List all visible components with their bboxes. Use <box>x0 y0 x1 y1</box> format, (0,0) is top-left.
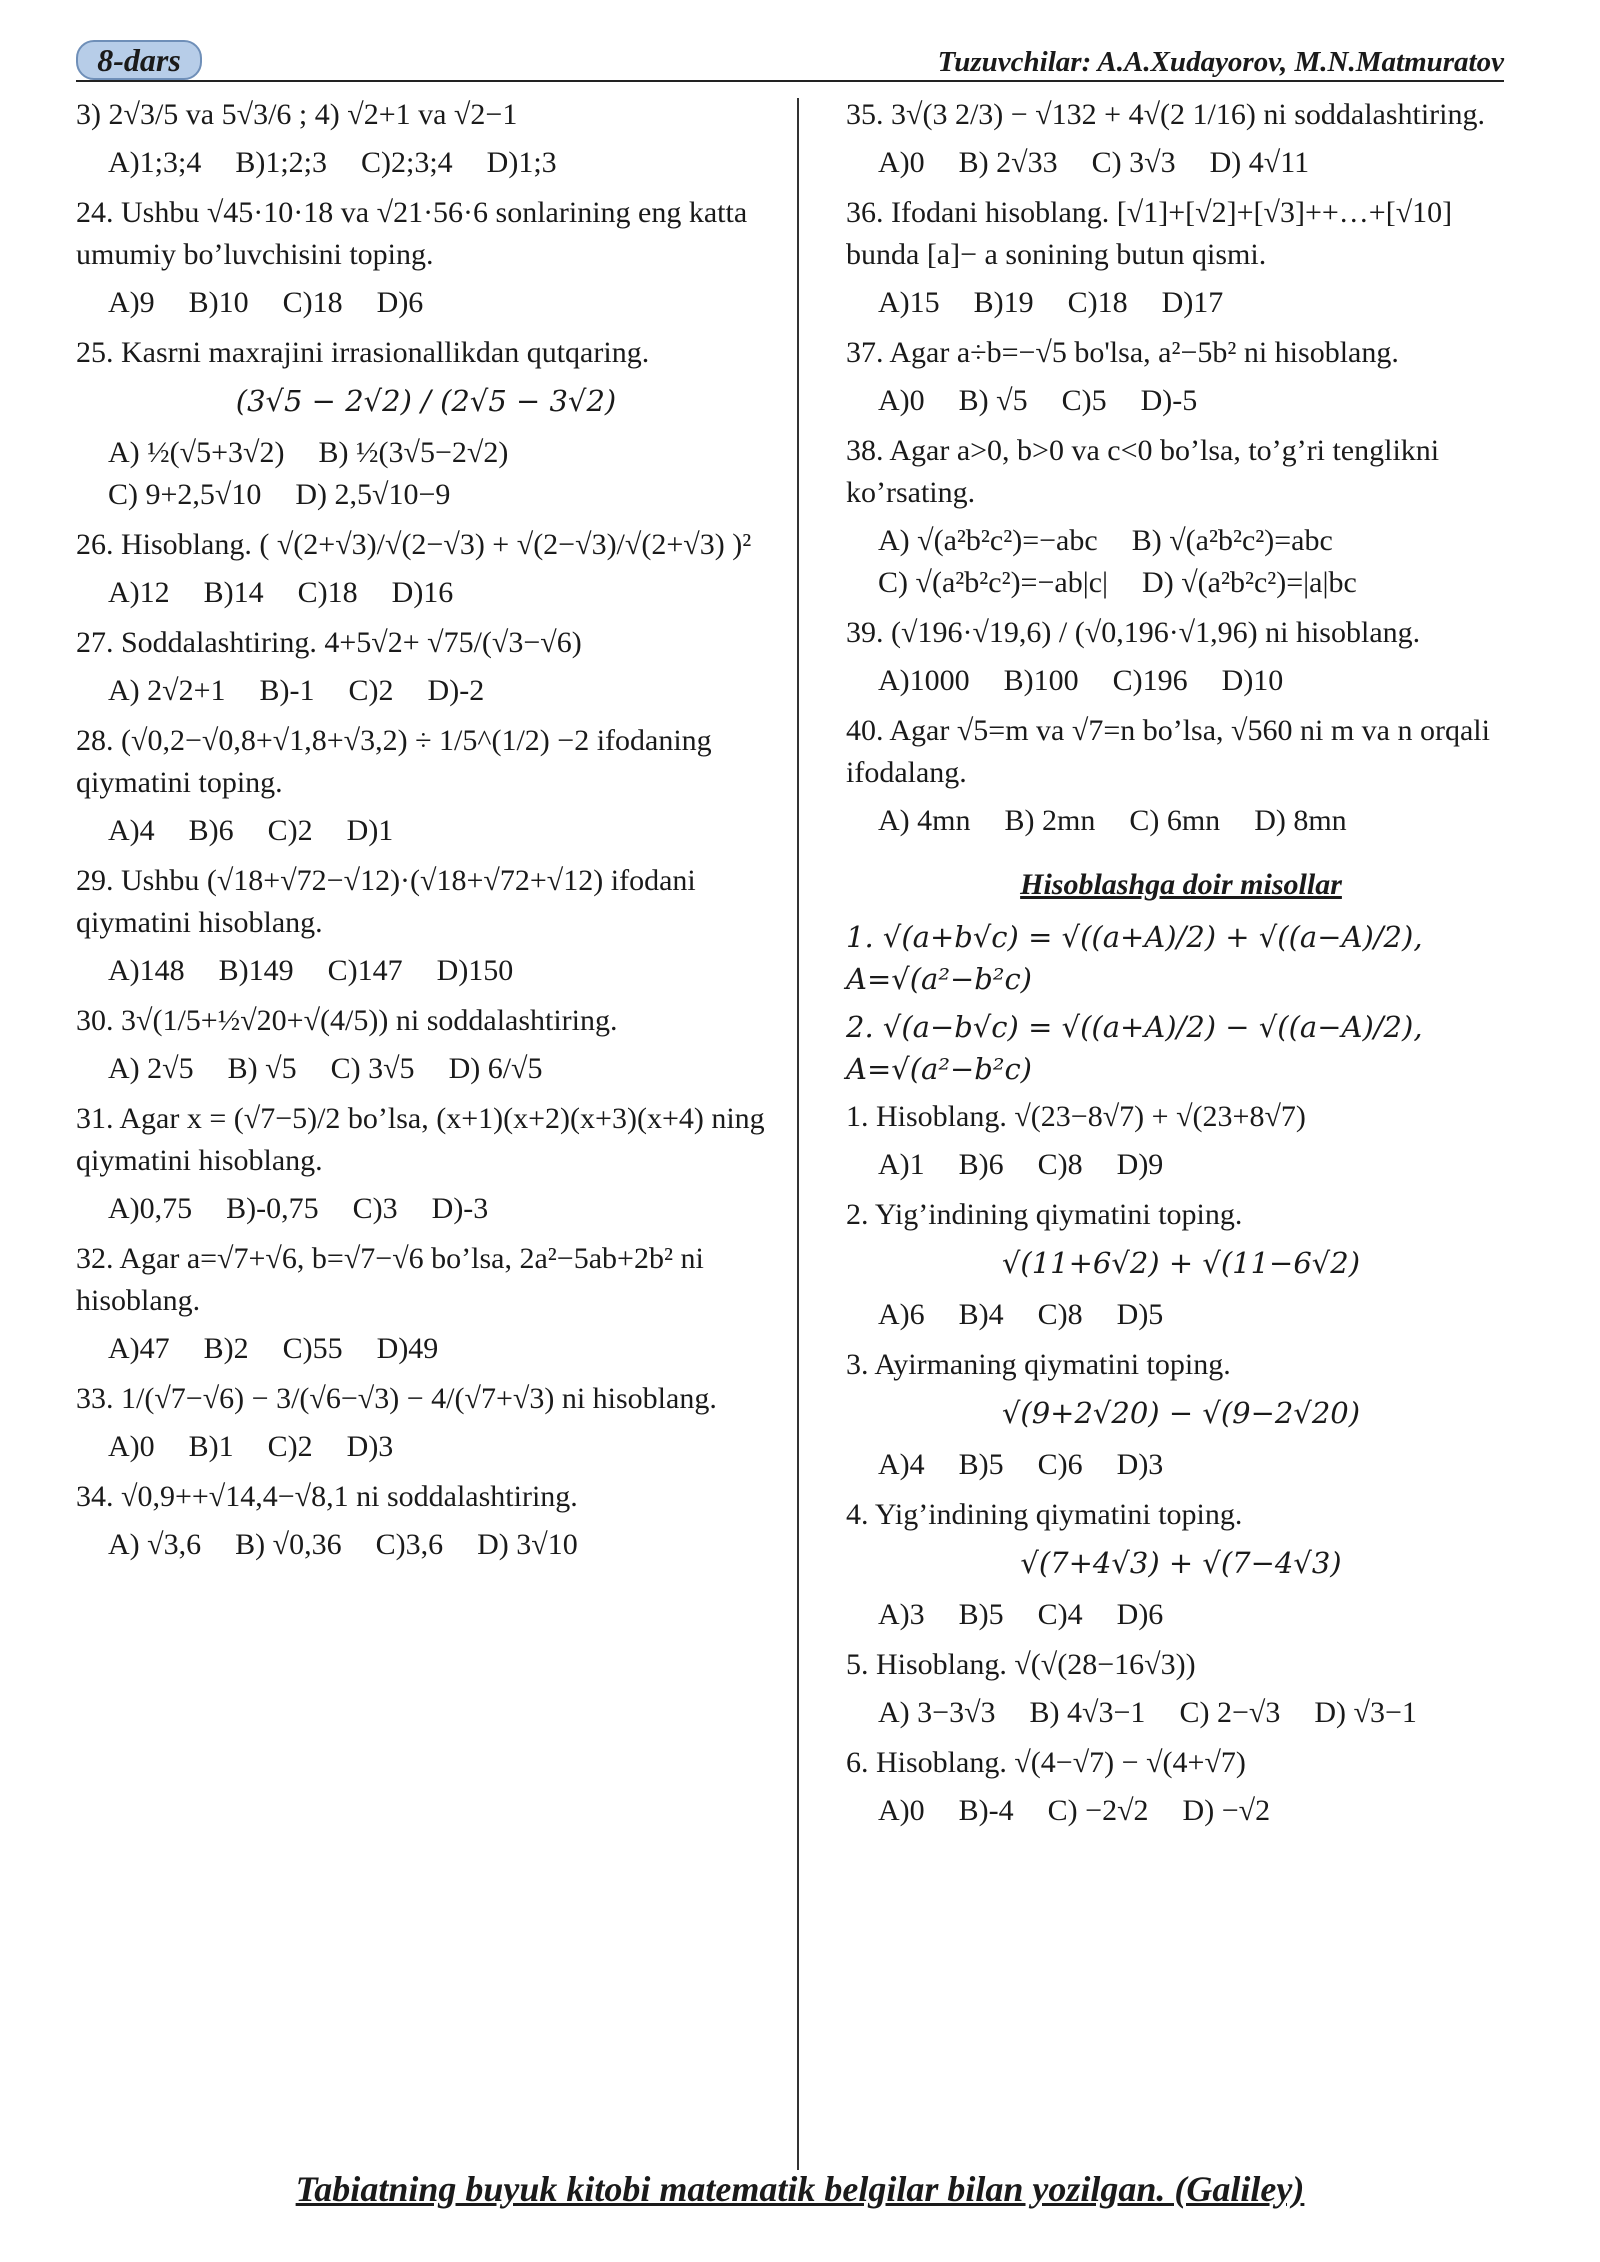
lesson-badge: 8-dars <box>76 40 202 80</box>
option: A) √3,6 <box>108 1528 202 1561</box>
option: B) 4√3−1 <box>1029 1696 1146 1729</box>
option: C) 9+2,5√10 <box>108 478 262 511</box>
option: B) √5 <box>958 384 1028 417</box>
answer-options <box>108 950 776 992</box>
option: A)4 <box>878 1448 925 1481</box>
question-text: 38. Agar a>0, b>0 va c<0 bo’lsa, to’g’ri tenglikni ko’rsating. <box>846 434 1440 509</box>
authors-line: Tuzuvchilar: A.A.Xudayorov, M.N.Matmuratov <box>937 46 1504 78</box>
answer-options <box>878 1144 1516 1186</box>
option: B)6 <box>188 814 234 847</box>
option: A) √(a²b²c²)=−abc <box>878 524 1098 557</box>
formula: 2. √(a−b√c) = √((a+A)/2) − √((a−A)/2), A=√(a²−b²c) <box>846 1010 1423 1086</box>
question-text: 40. Agar √5=m va √7=n bo’lsa, √560 ni m va n orqali ifodalang. <box>846 714 1490 789</box>
footer-quote: Tabiatning buyuk kitobi matematik belgilar bilan yozilgan. (Galiley) <box>295 2169 1305 2209</box>
option: B) 2mn <box>1004 804 1096 837</box>
answer-options <box>108 670 776 712</box>
right-column <box>846 94 1516 1840</box>
option: D)17 <box>1161 286 1224 319</box>
option: B) ½(3√5−2√2) <box>318 436 509 469</box>
option: A)0 <box>878 146 925 179</box>
option: B)5 <box>958 1598 1004 1631</box>
option: D)5 <box>1116 1298 1164 1331</box>
option: D) −√2 <box>1182 1794 1271 1827</box>
option: B) √(a²b²c²)=abc <box>1131 524 1333 557</box>
question-text: 31. Agar x = (√7−5)/2 bo’lsa, (x+1)(x+2)(x+3)(x+4) ning qiymatini hisoblang. <box>76 1102 765 1177</box>
option: C) 2−√3 <box>1179 1696 1281 1729</box>
answer-options <box>108 572 776 614</box>
option: A) 4mn <box>878 804 971 837</box>
exercise-text: 3. Ayirmaning qiymatini toping. <box>846 1348 1231 1381</box>
option: C) 3√5 <box>330 1052 415 1085</box>
option: A)0 <box>878 1794 925 1827</box>
answer-options <box>108 810 776 852</box>
option: A)47 <box>108 1332 170 1365</box>
option: B)6 <box>958 1148 1004 1181</box>
column-divider <box>797 98 799 2170</box>
answer-options <box>878 1444 1516 1486</box>
option: D) 2,5√10−9 <box>295 478 451 511</box>
option: A)148 <box>108 954 185 987</box>
question-text: 3) 2√3/5 va 5√3/6 ; 4) √2+1 va √2−1 <box>76 98 518 131</box>
option: C)18 <box>1067 286 1128 319</box>
option: C)2 <box>267 814 313 847</box>
option: A) 2√5 <box>108 1052 194 1085</box>
option: B)149 <box>218 954 294 987</box>
option: D) 4√11 <box>1209 146 1310 179</box>
option: A)1;3;4 <box>108 146 202 179</box>
exercise-text: 1. Hisoblang. √(23−8√7) + √(23+8√7) <box>846 1100 1306 1133</box>
question-text: 33. 1/(√7−√6) − 3/(√6−√3) − 4/(√7+√3) ni hisoblang. <box>76 1382 717 1415</box>
option: D)1;3 <box>486 146 557 179</box>
option: C)3 <box>352 1192 398 1225</box>
question-text: 39. (√196·√19,6) / (√0,196·√1,96) ni hisoblang. <box>846 616 1421 649</box>
option: D)6 <box>376 286 424 319</box>
option: C) 6mn <box>1129 804 1221 837</box>
option: C)6 <box>1037 1448 1083 1481</box>
math-expression: √(7+4√3) + √(7−4√3) <box>1020 1546 1342 1580</box>
question-text: 34. √0,9++√14,4−√8,1 ni soddalashtiring. <box>76 1480 578 1513</box>
option: A)12 <box>108 576 170 609</box>
option: A)1 <box>878 1148 925 1181</box>
question-text: 26. Hisoblang. ( √(2+√3)/√(2−√3) + √(2−√3)/√(2+√3) )² <box>76 528 752 561</box>
option: A) 3−3√3 <box>878 1696 996 1729</box>
option: C) √(a²b²c²)=−ab|c| <box>878 566 1109 599</box>
option: C)2 <box>267 1430 313 1463</box>
option: D) 8mn <box>1254 804 1347 837</box>
option: A)1000 <box>878 664 970 697</box>
option: B)-4 <box>958 1794 1014 1827</box>
option: C)2 <box>348 674 394 707</box>
question-text: 28. (√0,2−√0,8+√1,8+√3,2) ÷ 1/5^(1/2) −2 ifodaning qiymatini toping. <box>76 724 712 799</box>
answer-options <box>108 432 776 516</box>
option: C)196 <box>1112 664 1188 697</box>
option: A)3 <box>878 1598 925 1631</box>
option: D)1 <box>346 814 394 847</box>
answer-options <box>878 1692 1516 1734</box>
question-text: 35. 3√(3 2/3) − √132 + 4√(2 1/16) ni soddalashtiring. <box>846 98 1486 131</box>
answer-options <box>878 1790 1516 1832</box>
answer-options <box>878 380 1516 422</box>
option: D)6 <box>1116 1598 1164 1631</box>
answer-options <box>108 1328 776 1370</box>
option: C)147 <box>327 954 403 987</box>
option: D)3 <box>346 1430 394 1463</box>
option: A)6 <box>878 1298 925 1331</box>
option: D)3 <box>1116 1448 1164 1481</box>
exercise-text: 6. Hisoblang. √(4−√7) − √(4+√7) <box>846 1746 1246 1779</box>
option: D) 6/√5 <box>448 1052 543 1085</box>
answer-options <box>878 142 1516 184</box>
question-text: 25. Kasrni maxrajini irrasionallikdan qutqaring. <box>76 336 650 369</box>
option: C) −2√2 <box>1047 1794 1149 1827</box>
question-text: 37. Agar a÷b=−√5 bo'lsa, a²−5b² ni hisoblang. <box>846 336 1399 369</box>
option: B)1 <box>188 1430 234 1463</box>
answer-options <box>108 282 776 324</box>
option: D)-5 <box>1140 384 1198 417</box>
option: C)4 <box>1037 1598 1083 1631</box>
answer-options <box>878 1294 1516 1336</box>
option: B) √5 <box>227 1052 297 1085</box>
option: C)2;3;4 <box>361 146 453 179</box>
math-expression: √(9+2√20) − √(9−2√20) <box>1001 1396 1361 1430</box>
section-title: Hisoblashga doir misollar <box>1020 868 1342 901</box>
option: B) √0,36 <box>235 1528 342 1561</box>
option: A)0,75 <box>108 1192 193 1225</box>
answer-options <box>108 1426 776 1468</box>
option: C)8 <box>1037 1298 1083 1331</box>
answer-options <box>878 520 1516 604</box>
option: D)10 <box>1221 664 1284 697</box>
option: C)18 <box>297 576 358 609</box>
option: B)10 <box>188 286 249 319</box>
option: A) ½(√5+3√2) <box>108 436 285 469</box>
option: D)16 <box>391 576 454 609</box>
exercise-text: 5. Hisoblang. √(√(28−16√3)) <box>846 1648 1196 1681</box>
option: B)4 <box>958 1298 1004 1331</box>
formula: 1. √(a+b√c) = √((a+A)/2) + √((a−A)/2), A=√(a²−b²c) <box>846 920 1423 996</box>
answer-options <box>108 1188 776 1230</box>
option: B)2 <box>203 1332 249 1365</box>
option: C)8 <box>1037 1148 1083 1181</box>
question-text: 27. Soddalashtiring. 4+5√2+ √75/(√3−√6) <box>76 626 582 659</box>
option: B)1;2;3 <box>235 146 327 179</box>
option: D) √3−1 <box>1314 1696 1417 1729</box>
exercise-text: 4. Yig’indining qiymatini toping. <box>846 1498 1243 1531</box>
option: A)15 <box>878 286 940 319</box>
option: D) √(a²b²c²)=|a|bc <box>1142 566 1357 599</box>
option: C)5 <box>1061 384 1107 417</box>
option: D)150 <box>436 954 514 987</box>
option: A)9 <box>108 286 155 319</box>
option: B)14 <box>203 576 264 609</box>
option: B)19 <box>973 286 1034 319</box>
math-expression: (3√5 − 2√2) / (2√5 − 3√2) <box>235 384 617 418</box>
option: A)0 <box>878 384 925 417</box>
option: B)5 <box>958 1448 1004 1481</box>
option: C)18 <box>282 286 343 319</box>
answer-options <box>108 1524 776 1566</box>
math-expression: √(11+6√2) + √(11−6√2) <box>1001 1246 1361 1280</box>
question-text: 32. Agar a=√7+√6, b=√7−√6 bo’lsa, 2a²−5ab+2b² ni hisoblang. <box>76 1242 704 1317</box>
option: D)-3 <box>431 1192 489 1225</box>
option: A) 2√2+1 <box>108 674 226 707</box>
option: B)-1 <box>259 674 315 707</box>
option: B)100 <box>1003 664 1079 697</box>
answer-options <box>878 800 1516 842</box>
question-text: 24. Ushbu √45·10·18 va √21·56·6 sonlarining eng katta umumiy bo’luvchisini toping. <box>76 196 748 271</box>
option: C)3,6 <box>375 1528 444 1561</box>
question-text: 29. Ushbu (√18+√72−√12)·(√18+√72+√12) ifodani qiymatini hisoblang. <box>76 864 696 939</box>
answer-options <box>878 660 1516 702</box>
page-header <box>76 38 1504 82</box>
option: C) 3√3 <box>1091 146 1176 179</box>
option: D)49 <box>376 1332 439 1365</box>
answer-options <box>108 1048 776 1090</box>
exercise-text: 2. Yig’indining qiymatini toping. <box>846 1198 1243 1231</box>
option: C)55 <box>282 1332 343 1365</box>
option: D)9 <box>1116 1148 1164 1181</box>
answer-options <box>108 142 776 184</box>
option: B) 2√33 <box>958 146 1058 179</box>
option: A)0 <box>108 1430 155 1463</box>
question-text: 36. Ifodani hisoblang. [√1]+[√2]+[√3]++…+[√10] bunda [a]− a sonining butun qismi. <box>846 196 1453 271</box>
left-column <box>76 94 776 1574</box>
option: A)4 <box>108 814 155 847</box>
option: D) 3√10 <box>477 1528 578 1561</box>
option: D)-2 <box>427 674 485 707</box>
answer-options <box>878 282 1516 324</box>
question-text: 30. 3√(1/5+½√20+√(4/5)) ni soddalashtiring. <box>76 1004 618 1037</box>
answer-options <box>878 1594 1516 1636</box>
option: B)-0,75 <box>226 1192 319 1225</box>
